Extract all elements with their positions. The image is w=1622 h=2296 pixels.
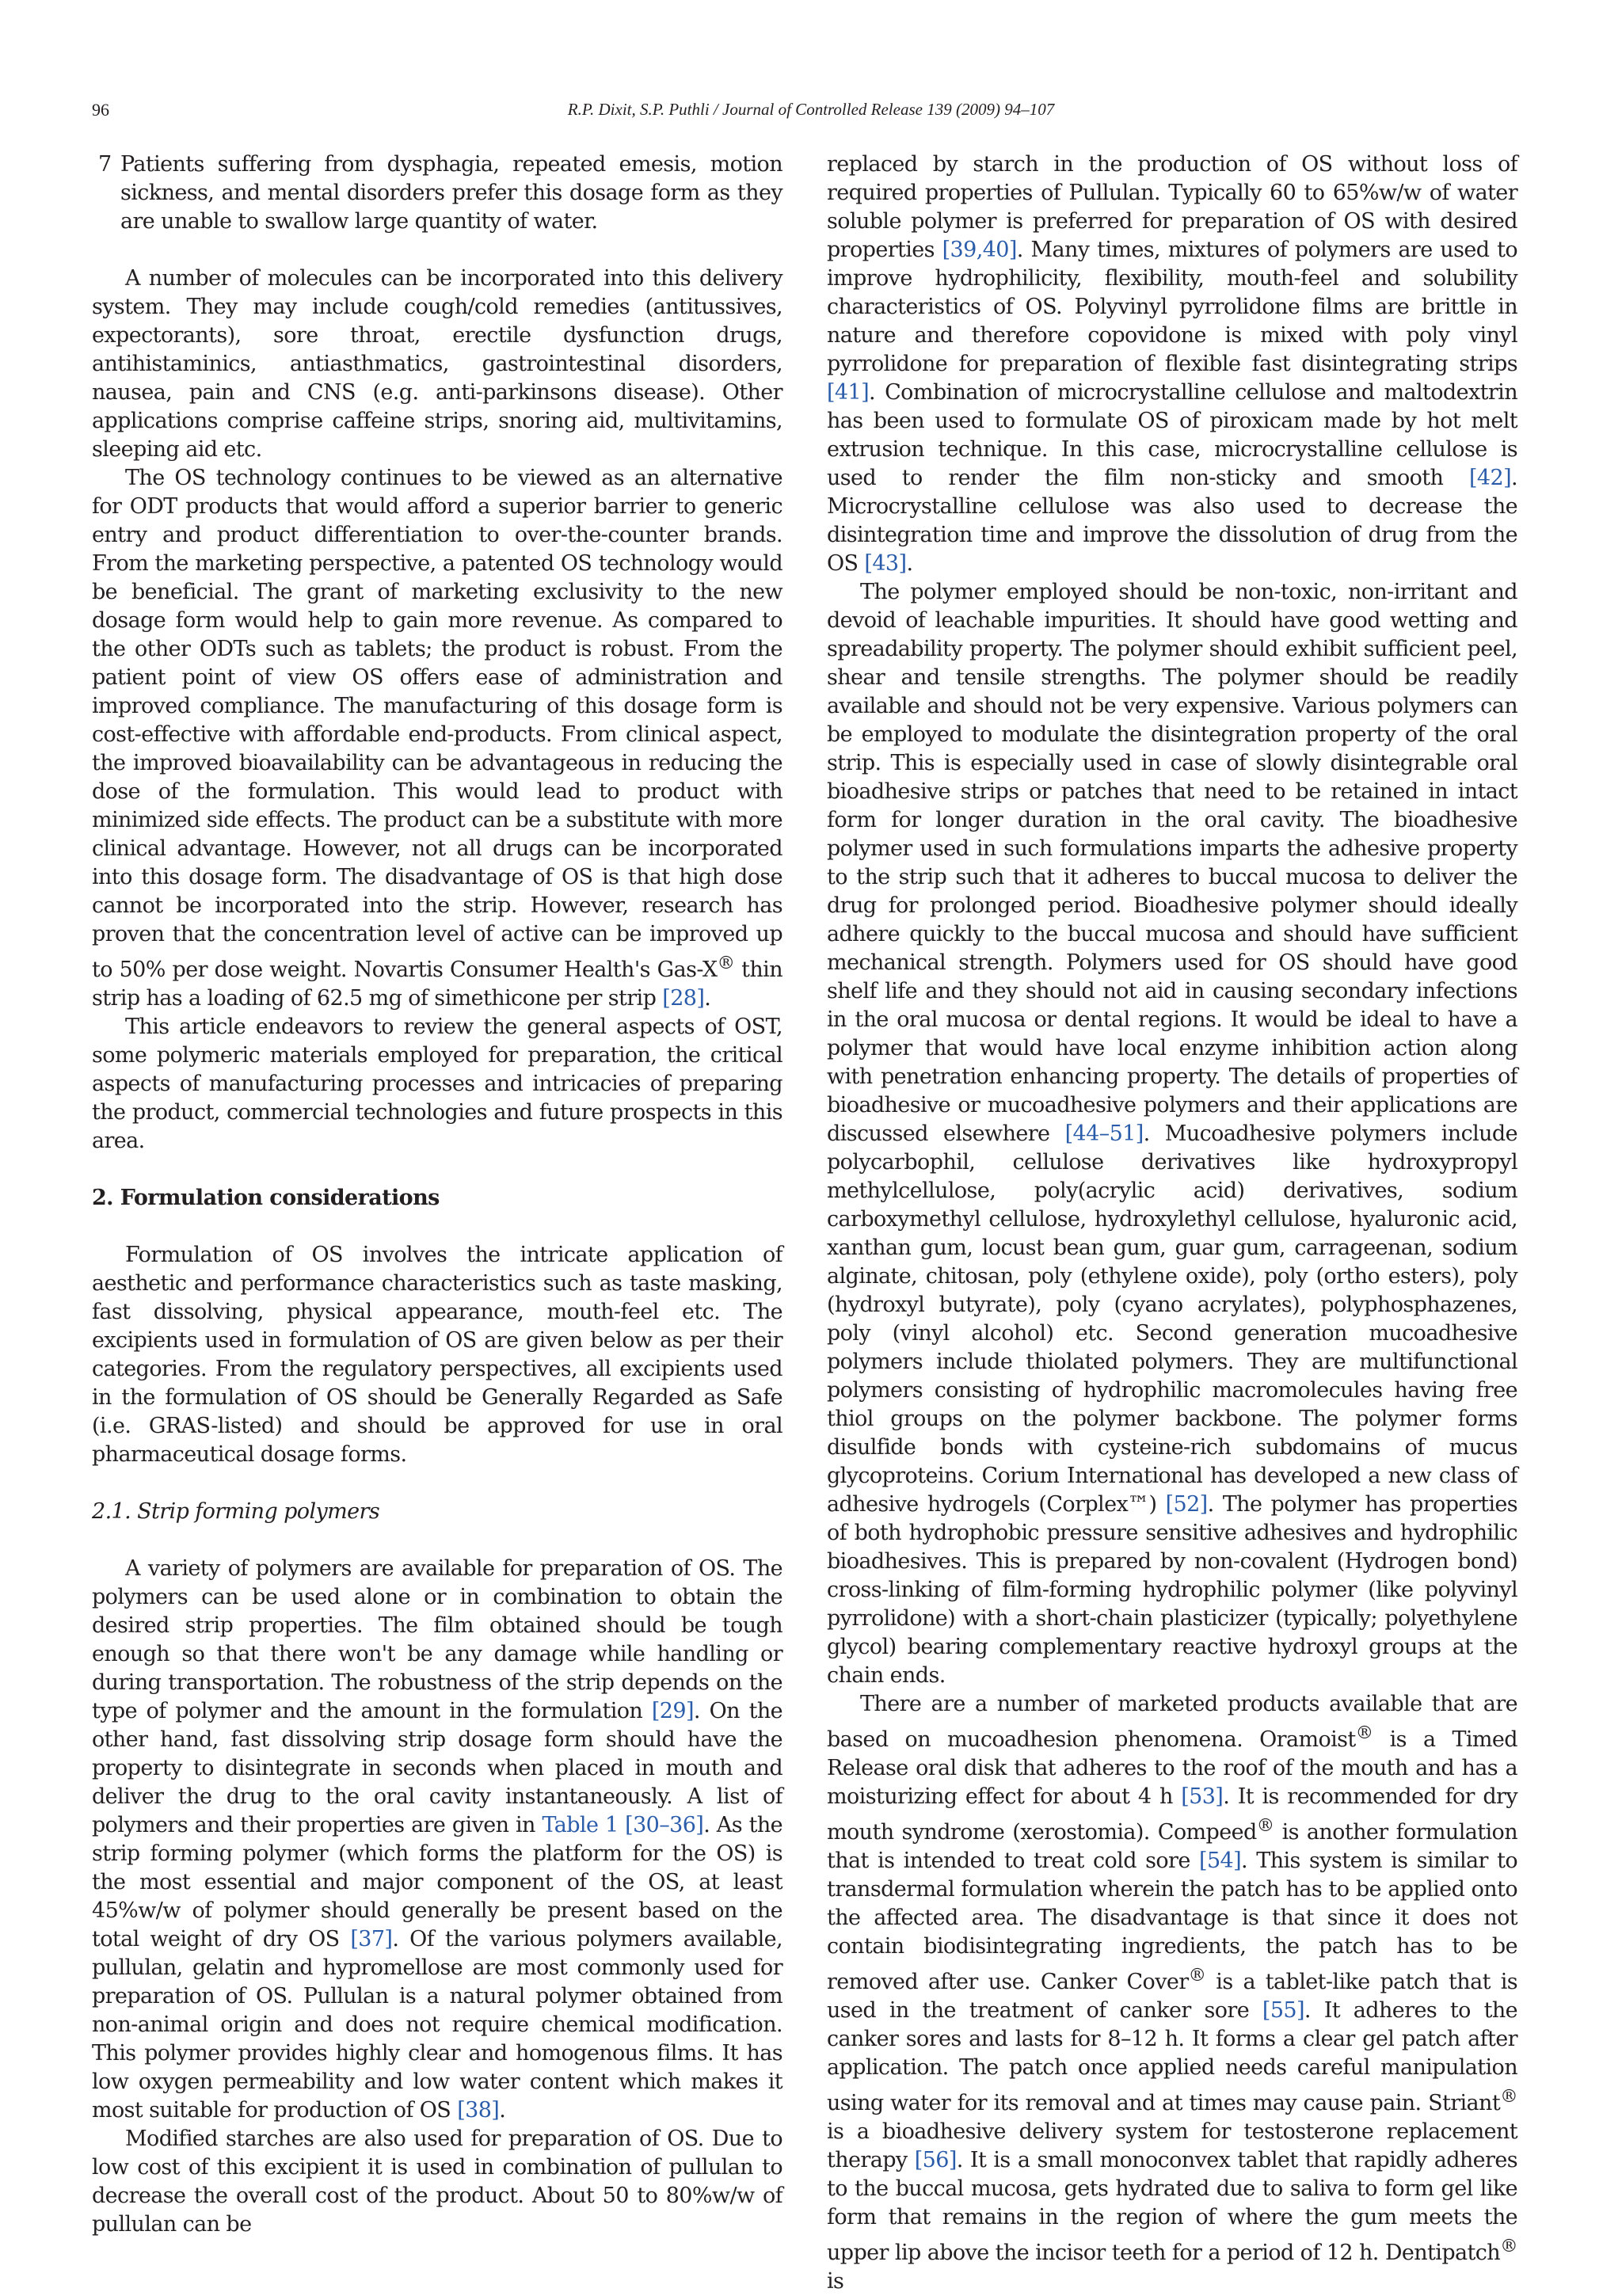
citation-link[interactable]: [29] xyxy=(651,1699,694,1723)
registered-mark: ® xyxy=(1256,1815,1274,1836)
paragraph: The OS technology continues to be viewed as an alternative for ODT products that would afford a superior barrier to generic entry and product differentiation to over-the-counter brands. From the marketing perspective, a patented OS technology would be beneficial. The grant of marketing exclusivity to the new dosage form would help to gain more revenue. As compared to the other ODTs such as tablets; the product is robust. From the patient point of view OS offers ease of administration and improved compliance. The manufacturing of this dosage form is cost-effective with affordable end-products. From clinical aspect, the improved bioavailability can be advantageous in reducing the dose of the formulation. This would lead to product with minimized side effects. The product can be a substitute with more clinical advantage. However, not all drugs can be incorporated into this dosage form. The disadvantage of OS is that high dose cannot be incorporated into the strip. However, research has proven that the concentration level of active can be improved up to 50% per dose weight. Novartis Consumer Health's Gas-X® thin strip has a loading of 62.5 mg of simethicone per strip [28]. xyxy=(92,466,782,1011)
citation-link[interactable]: [53] xyxy=(1181,1784,1224,1809)
paragraph: Formulation of OS involves the intricate application of aesthetic and performance characteristics such as taste masking, fast dissolving, physical appearance, mouth-feel etc. The excipients used in formulation of OS are given below as per their categories. From the regulatory perspectives, all excipients used in the formulation of OS should be Generally Regarded as Safe (i.e. GRAS-listed) and should be approved for use in oral pharmaceutical dosage forms. xyxy=(92,1243,782,1467)
right-column xyxy=(827,150,1517,2296)
citation-link[interactable]: [42] xyxy=(1468,466,1512,490)
page-header xyxy=(92,100,1530,125)
list-item-7 xyxy=(92,150,782,236)
citation-link[interactable]: [38] xyxy=(457,2098,500,2123)
running-head: R.P. Dixit, S.P. Puthli / Journal of Controlled Release 139 (2009) 94–107 xyxy=(567,100,1055,119)
citation-link[interactable]: [28] xyxy=(662,986,705,1011)
citation-link[interactable]: [54] xyxy=(1199,1849,1242,1873)
citation-link[interactable]: [44–51] xyxy=(1064,1121,1144,1146)
paragraph: Modified starches are also used for preparation of OS. Due to low cost of this excipient it is used in combination of pullulan to decrease the overall cost of the product. About 50 to 80%w/w of pullulan can be xyxy=(92,2127,782,2237)
list-item-text: Patients suffering from dysphagia, repeated emesis, motion sickness, and mental disorders prefer this dosage form as they are unable to swallow large quantity of water. xyxy=(120,152,782,234)
paragraph: This article endeavors to review the general aspects of OST, some polymeric materials employed for preparation, the critical aspects of manufacturing processes and intricacies of preparing the product, commercial technologies and future prospects in this area. xyxy=(92,1015,782,1153)
citation-link[interactable]: [56] xyxy=(914,2148,957,2172)
citation-link[interactable]: [41] xyxy=(827,380,870,405)
citation-link[interactable]: [55] xyxy=(1262,1998,1304,2023)
registered-mark: ® xyxy=(1355,1723,1373,1743)
citation-link[interactable]: [37] xyxy=(350,1927,393,1951)
page-number: 96 xyxy=(92,100,109,120)
paragraph: replaced by starch in the production of OS without loss of required properties of Pullulan. Typically 60 to 65%w/w of water soluble polymer is preferred for preparation of OS with desired properties [39,40]. Many times, mixtures of polymers are used to improve hydrophilicity, flexibility, mouth-feel and solubility characteristics of OS. Polyvinyl pyrrolidone films are brittle in nature and therefore copovidone is mixed with poly vinyl pyrrolidone for preparation of flexible fast disintegrating strips [41]. Combination of microcrystalline cellulose and maltodextrin has been used to formulate OS of piroxicam made by hot melt extrusion technique. In this case, microcrystalline cellulose is used to render the film non-sticky and smooth [42]. Microcrystalline cellulose was also used to decrease the disintegration time and improve the dissolution of drug from the OS [43]. xyxy=(827,152,1517,576)
list-number: 7 xyxy=(98,152,112,177)
registered-mark: ® xyxy=(1188,1965,1206,1986)
left-column xyxy=(92,150,782,2239)
citation-link[interactable]: [52] xyxy=(1165,1492,1208,1517)
paragraph: A variety of polymers are available for preparation of OS. The polymers can be used alone or in combination to obtain the desired strip properties. The film obtained should be tough enough so that there won't be any damage while handling or during transportation. The robustness of the strip depends on the type of polymer and the amount in the formulation [29]. On the other hand, fast dissolving strip dosage form should have the property to disintegrate in seconds when placed in mouth and deliver the drug to the oral cavity instantaneously. A list of polymers and their properties are given in Table 1 [30–36]. As the strip forming polymer (which forms the platform for the OS) is the most essential and major component of the OS, at least 45%w/w of polymer should generally be present based on the total weight of dry OS [37]. Of the various polymers available, pullulan, gelatin and hypromellose are most commonly used for preparation of OS. Pullulan is a natural polymer obtained from non-animal origin and does not require chemical modification. This polymer provides highly clear and homogenous films. It has low oxygen permeability and low water content which makes it most suitable for production of OS [38]. xyxy=(92,1556,783,2123)
citation-link[interactable]: [39,40] xyxy=(942,238,1017,262)
table-link[interactable]: Table 1 [30–36] xyxy=(542,1813,704,1837)
registered-mark: ® xyxy=(717,953,735,973)
registered-mark: ® xyxy=(1500,2236,1517,2256)
citation-link[interactable]: [43] xyxy=(864,551,907,576)
registered-mark: ® xyxy=(1500,2086,1517,2107)
paragraph: A number of molecules can be incorporated into this delivery system. They may include cough/cold remedies (antitussives, expectorants), sore throat, erectile dysfunction drugs, antihistaminics, antiasthmatics, gastrointestinal disorders, nausea, pain and CNS (e.g. anti-parkinsons disease). Other applications comprise caffeine strips, snoring aid, multivitamins, sleeping aid etc. xyxy=(92,266,782,462)
paragraph: There are a number of marketed products available that are based on mucoadhesion phenomena. Oramoist® is a Timed Release oral disk that adheres to the roof of the mouth and has a moisturizing effect for about 4 h [53]. It is recommended for dry mouth syndrome (xerostomia). Compeed® is another formulation that is intended to treat cold sore [54]. This system is similar to transdermal formulation wherein the patch has to be applied onto the affected area. The disadvantage is that since it does not contain biodisintegrating ingredients, the patch has to be removed after use. Canker Cover® is a tablet-like patch that is used in the treatment of canker sore [55]. It adheres to the canker sores and lasts for 8–12 h. It forms a clear gel patch after application. The patch once applied needs careful manipulation using water for its removal and at times may cause pain. Striant® is a bioadhesive delivery system for testosterone replacement therapy [56]. It is a small monoconvex tablet that rapidly adheres to the buccal mucosa, gets hydrated due to saliva to form gel like form that remains in the region of where the gum meets the upper lip above the incisor teeth for a period of 12 h. Dentipatch® is xyxy=(827,1692,1518,2294)
paragraph: The polymer employed should be non-toxic, non-irritant and devoid of leachable impurities. It should have good wetting and spreadability property. The polymer should exhibit sufficient peel, shear and tensile strengths. The polymer should be readily available and should not be very expensive. Various polymers can be employed to modulate the disintegration property of the oral strip. This is especially used in case of slowly disintegrable oral bioadhesive strips or patches that need to be retained in intact form for longer duration in the oral cavity. The bioadhesive polymer used in such formulations imparts the adhesive property to the strip such that it adheres to buccal mucosa to deliver the drug for prolonged period. Bioadhesive polymer should ideally adhere quickly to the buccal mucosa and should have sufficient mechanical strength. Polymers used for OS should have good shelf life and they should not aid in causing secondary infections in the oral mucosa or dental regions. It would be ideal to have a polymer that would have local enzyme inhibition action along with penetration enhancing property. The details of properties of bioadhesive or mucoadhesive polymers and their applications are discussed elsewhere [44–51]. Mucoadhesive polymers include polycarbophil, cellulose derivatives like hydroxypropyl methylcellulose, poly(acrylic acid) derivatives, sodium carboxymethyl cellulose, hydroxylethyl cellulose, hyaluronic acid, xanthan gum, locust bean gum, guar gum, carrageenan, sodium alginate, chitosan, poly (ethylene oxide), poly (ortho esters), poly (hydroxyl butyrate), poly (cyano acrylates), polyphosphazenes, poly (vinyl alcohol) etc. Second generation mucoadhesive polymers include thiolated polymers. They are multifunctional polymers consisting of hydrophilic macromolecules having free thiol groups on the polymer backbone. The polymer forms disulfide bonds with cysteine-rich subdomains of mucus glycoproteins. Corium International has developed a new class of adhesive hydrogels (Corplex™) [52]. The polymer has properties of both hydrophobic pressure sensitive adhesives and hydrophilic bioadhesives. This is prepared by non-covalent (Hydrogen bond) cross-linking of film-forming hydrophilic polymer (like polyvinyl pyrrolidone) with a short-chain plasticizer (typically; polyethylene glycol) bearing complementary reactive hydroxyl groups at the chain ends. xyxy=(827,580,1517,1688)
subsection-heading: 2.1. Strip forming polymers xyxy=(92,1499,380,1524)
section-heading: 2. Formulation considerations xyxy=(92,1186,440,1210)
